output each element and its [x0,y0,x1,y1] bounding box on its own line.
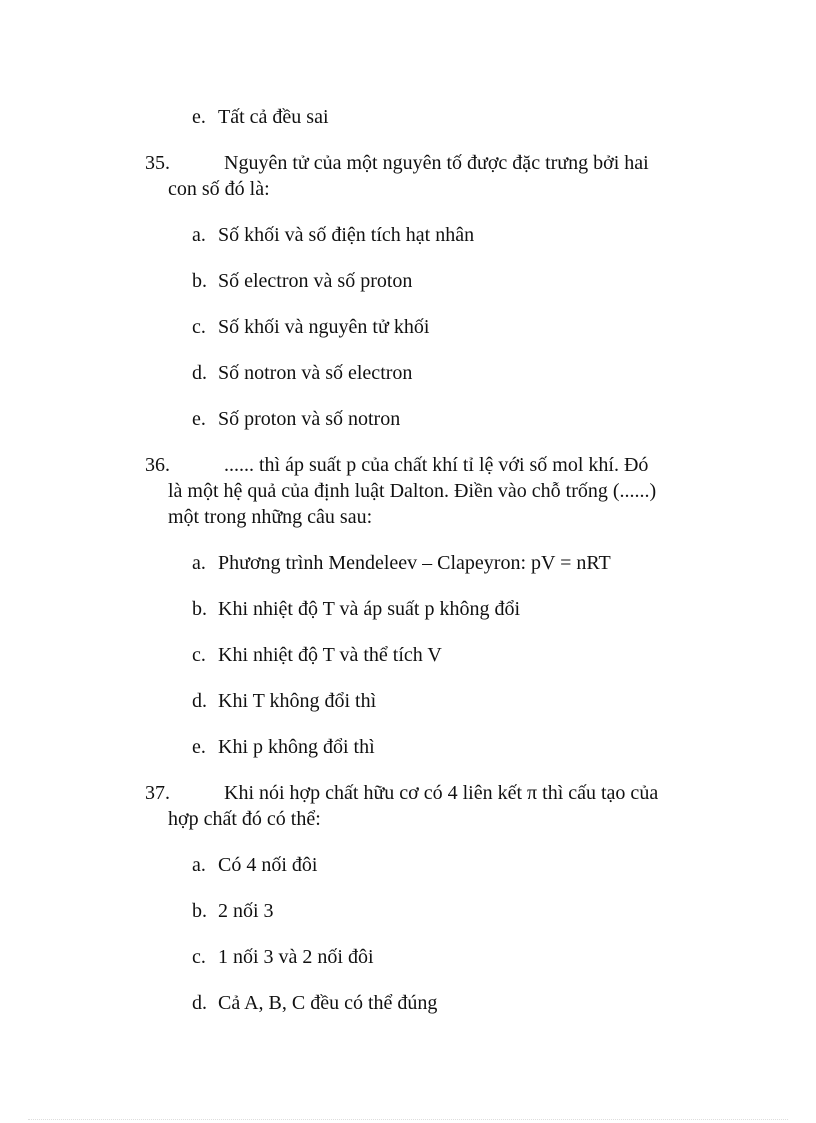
question-35-line-2: con số đó là: [168,178,270,200]
option-text: Có 4 nối đôi [218,854,318,876]
option-37-a [192,852,317,878]
option-35-e [192,406,400,432]
option-letter: b. [192,270,207,292]
question-number-35: 35. [145,152,170,174]
option-letter: e. [192,106,206,128]
option-text: Khi T không đổi thì [218,690,377,712]
option-letter: a. [192,854,206,876]
question-36-line-3: một trong những câu sau: [168,506,373,528]
option-36-d [192,688,376,714]
option-letter: d. [192,690,207,712]
question-number-36: 36. [145,454,170,476]
option-letter: c. [192,946,206,968]
option-34-e [192,104,329,130]
option-letter: e. [192,408,206,430]
option-letter: c. [192,316,206,338]
option-letter: b. [192,900,207,922]
question-37-line-1: Khi nói hợp chất hữu cơ có 4 liên kết π thì cấu tạo của [224,782,659,804]
option-letter: a. [192,224,206,246]
option-letter: d. [192,992,207,1014]
page-bottom-divider [28,1119,788,1120]
option-36-e [192,734,375,760]
option-text: 1 nối 3 và 2 nối đôi [218,946,374,968]
option-text: Số khối và số điện tích hạt nhân [218,224,475,246]
option-letter: c. [192,644,206,666]
option-37-d [192,990,437,1016]
question-number-37: 37. [145,782,170,804]
option-text: Số proton và số notron [218,408,401,430]
option-35-d [192,360,412,386]
option-text: Cả A, B, C đều có thể đúng [218,992,438,1014]
option-letter: d. [192,362,207,384]
option-36-a [192,550,611,576]
option-36-b [192,596,520,622]
option-text: Tất cả đều sai [218,106,329,128]
option-text: Số electron và số proton [218,270,413,292]
option-text: Số khối và nguyên tử khối [218,316,430,338]
question-37-line-2: hợp chất đó có thể: [168,808,321,830]
option-text: Khi nhiệt độ T và áp suất p không đổi [218,598,521,620]
option-35-c [192,314,429,340]
option-37-c [192,944,374,970]
option-text: Khi nhiệt độ T và thể tích V [218,644,442,666]
option-letter: e. [192,736,206,758]
option-text: Số notron và số electron [218,362,413,384]
option-text: 2 nối 3 [218,900,274,922]
option-35-a [192,222,474,248]
option-37-b [192,898,274,924]
option-35-b [192,268,412,294]
question-36-line-1: ...... thì áp suất p của chất khí tỉ lệ với số mol khí. Đó [224,454,649,476]
option-letter: a. [192,552,206,574]
question-36-line-2: là một hệ quả của định luật Dalton. Điền vào chỗ trống (......) [168,480,657,502]
option-text: Khi p không đổi thì [218,736,375,758]
option-letter: b. [192,598,207,620]
option-text: Phương trình Mendeleev – Clapeyron: pV = nRT [218,552,611,574]
question-35-line-1: Nguyên tử của một nguyên tố được đặc trưng bởi hai [224,152,649,174]
option-36-c [192,642,442,668]
